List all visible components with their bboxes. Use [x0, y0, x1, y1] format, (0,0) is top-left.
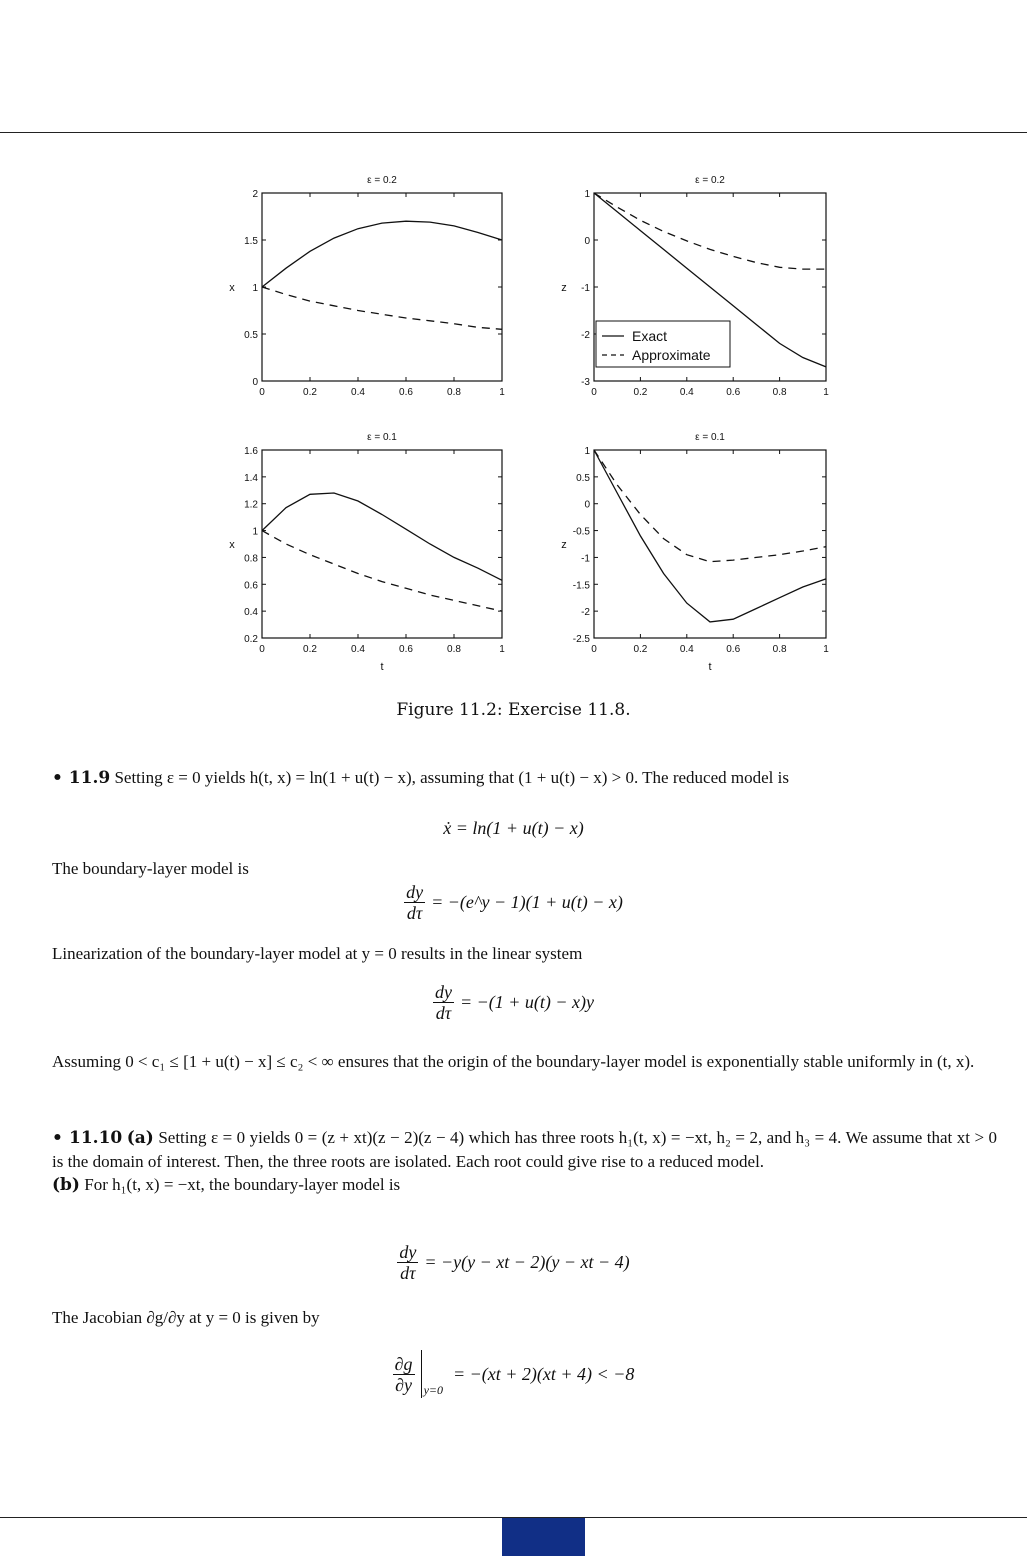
plot-frame [262, 193, 502, 381]
x-tick-label: 0.2 [303, 644, 317, 655]
page-marker [502, 1518, 585, 1556]
y-tick-label: 0.4 [244, 607, 258, 619]
figure-caption: Figure 11.2: Exercise 11.8. [396, 700, 631, 720]
y-tick-label: -0.5 [572, 526, 590, 538]
x-tick-label: 0 [591, 387, 597, 398]
series-line-approximate [262, 531, 502, 612]
exercise-body: Setting ε = 0 yields 0 = (z + xt)(z − 2)(z − 4) which has three roots h₁(t, x) = −xt, h₂ = 2, and h₃ = 4. We assume that xt > 0 is the domain of interest. Then, the three roots are isolated. Each root could give rise to a reduced model. [52, 1128, 998, 1171]
equation-reduced-model: ẋ = ln(1 + u(t) − x) [443, 818, 584, 838]
y-tick-label: 1.6 [244, 446, 258, 457]
x-tick-label: 0.2 [303, 387, 317, 398]
y-tick-label: 1.5 [244, 236, 258, 247]
y-tick-label: 1 [584, 446, 590, 457]
paragraph-jacobian: The Jacobian ∂g/∂y at y = 0 is given by [52, 1308, 320, 1327]
y-tick-label: 0.6 [244, 580, 258, 592]
x-tick-label: 0.4 [351, 387, 365, 398]
y-tick-label: -2.5 [572, 634, 590, 645]
plot-frame [594, 450, 826, 638]
part-label-b: (b) [52, 1175, 80, 1195]
y-tick-label: 0.2 [244, 634, 258, 645]
y-axis-label: z [561, 282, 567, 294]
x-tick-label: 0 [259, 387, 265, 398]
plot-title: ε = 0.2 [367, 175, 397, 186]
y-tick-label: -1 [581, 553, 590, 565]
x-tick-label: 1 [823, 644, 829, 655]
x-axis-label: t [708, 661, 712, 673]
paragraph-linearization: Linearization of the boundary-layer model at y = 0 results in the linear system [52, 944, 583, 963]
y-tick-label: -1.5 [572, 580, 590, 592]
exercise-number: • 11.9 [52, 768, 111, 788]
x-tick-label: 0 [259, 644, 265, 655]
x-tick-label: 0.6 [399, 644, 413, 655]
y-axis-label: z [561, 539, 567, 551]
y-axis-label: x [229, 282, 235, 294]
y-tick-label: 2 [252, 189, 258, 200]
x-tick-label: 0.6 [399, 387, 413, 398]
y-tick-label: 0.5 [576, 472, 590, 484]
y-tick-label: 1.4 [244, 472, 258, 484]
series-line-exact [262, 493, 502, 580]
legend-label-approximate: Approximate [632, 347, 711, 363]
x-tick-label: 0.6 [726, 387, 741, 398]
x-tick-label: 0.4 [679, 387, 694, 398]
y-tick-label: -2 [581, 607, 590, 619]
equation-boundary-layer-h1: $\frac{dy}{d\tau}$ = −y(y − xt − 2)(y − xt − 4) [399, 1242, 630, 1283]
y-tick-label: 0.5 [244, 330, 258, 341]
fraction: $\frac{dy}{d\tau}$ [434, 982, 452, 1023]
paragraph-boundary-layer: The boundary-layer model is [52, 859, 249, 878]
series-line-exact [594, 450, 826, 622]
x-tick-label: 0.8 [772, 644, 787, 655]
x-tick-label: 1 [823, 387, 829, 398]
y-tick-label: 0 [584, 499, 590, 511]
exercise-11-9 [52, 766, 997, 790]
equation-jacobian: $\frac{\partial g}{\partial y}$ y=0 = −(xt + 2)(xt + 4) < −8 [0, 1350, 1027, 1398]
y-tick-label: 0 [252, 377, 258, 388]
y-tick-label: -1 [581, 283, 590, 294]
paragraph-assumption: Assuming 0 < c₁ ≤ [1 + u(t) − x] ≤ c₂ < ∞ ensures that the origin of the boundary-layer model is exponentially stable uniformly in (t, x). [52, 1052, 975, 1071]
series-line-approximate [594, 193, 826, 269]
y-tick-label: -2 [581, 330, 590, 341]
y-tick-label: 0 [584, 236, 590, 247]
y-tick-label: 1.2 [244, 499, 258, 511]
exercise-number: • 11.10 [52, 1128, 123, 1148]
y-tick-label: 1 [584, 189, 590, 200]
y-tick-label: 1 [252, 283, 258, 294]
fraction: $\frac{dy}{d\tau}$ [406, 882, 424, 923]
y-tick-label: -3 [581, 377, 590, 388]
fraction: $\frac{dy}{d\tau}$ [399, 1242, 417, 1283]
y-tick-label: 0.8 [244, 553, 258, 565]
x-tick-label: 0.8 [447, 644, 461, 655]
exercise-11-10 [52, 1126, 997, 1197]
x-tick-label: 1 [499, 644, 505, 655]
y-axis-label: x [229, 539, 235, 551]
x-tick-label: 0.4 [679, 644, 694, 655]
part-label-a: (a) [126, 1128, 154, 1148]
x-tick-label: 0.8 [447, 387, 461, 398]
series-line-approximate [262, 287, 502, 329]
legend-label-exact: Exact [632, 328, 668, 344]
y-tick-label: 1 [252, 526, 258, 538]
x-tick-label: 0.6 [726, 644, 741, 655]
series-line-approximate [594, 450, 826, 562]
x-tick-label: 0.8 [772, 387, 787, 398]
series-line-exact [262, 221, 502, 287]
part-b-body: For h₁(t, x) = −xt, the boundary-layer model is [84, 1175, 401, 1194]
x-tick-label: 0.4 [351, 644, 365, 655]
fraction: $\frac{\partial g}{\partial y}$ [394, 1353, 413, 1395]
equation-boundary-layer: $\frac{dy}{d\tau}$ = −(e^y − 1)(1 + u(t) − x) [406, 882, 623, 923]
x-tick-label: 0 [591, 644, 597, 655]
plot-title: ε = 0.2 [695, 175, 725, 186]
plot-title: ε = 0.1 [367, 432, 397, 443]
plot-title: ε = 0.1 [695, 432, 725, 443]
figure-11-2 [0, 0, 1027, 690]
exercise-body: Setting ε = 0 yields h(t, x) = ln(1 + u(t) − x), assuming that (1 + u(t) − x) > 0. The reduced model is [114, 768, 789, 787]
plot-frame [262, 450, 502, 638]
x-axis-label: t [380, 661, 384, 673]
x-tick-label: 1 [499, 387, 505, 398]
equation-linear-system: $\frac{dy}{d\tau}$ = −(1 + u(t) − x)y [434, 982, 595, 1023]
x-tick-label: 0.2 [633, 387, 648, 398]
x-tick-label: 0.2 [633, 644, 648, 655]
